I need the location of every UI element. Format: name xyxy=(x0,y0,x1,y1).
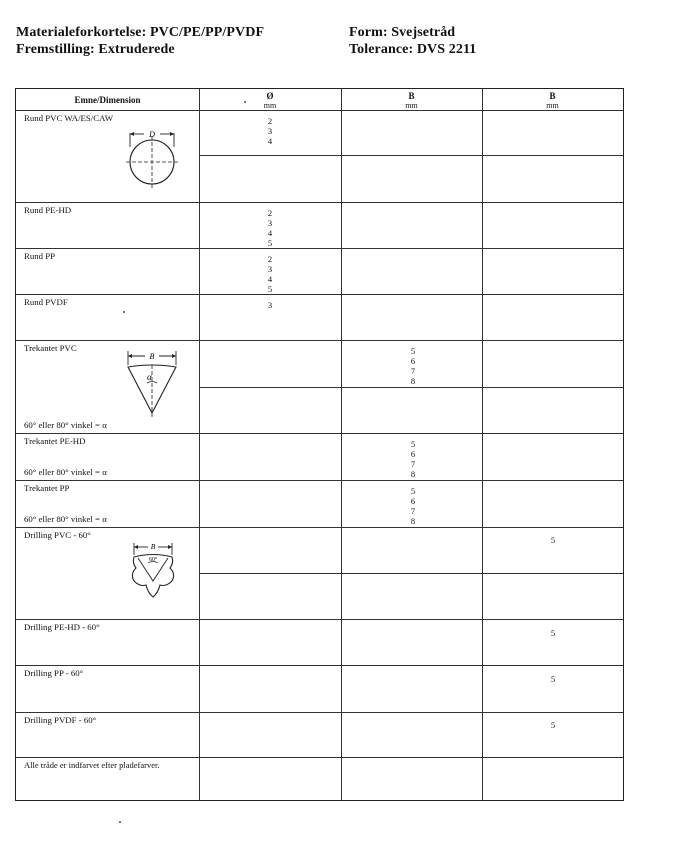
value-cell: 8 xyxy=(410,469,416,479)
width-symbol: B xyxy=(150,542,156,551)
row-label-rund-pvc: Rund PVC WA/ES/CAW xyxy=(24,113,114,123)
value-cell: 2 xyxy=(267,116,273,126)
value-cell: 5 xyxy=(550,674,556,684)
width-symbol: B xyxy=(149,352,155,361)
value-cell: 5 xyxy=(267,238,273,248)
column-header-b1 xyxy=(341,91,482,111)
column-header-label: Emne/Dimension xyxy=(74,95,141,105)
value-cell: 5 xyxy=(410,346,416,356)
column-header-b2 xyxy=(482,91,623,111)
row-note-angle: 60° eller 80° vinkel = α xyxy=(24,514,107,524)
value-cell: 6 xyxy=(410,356,416,366)
value-cell: 5 xyxy=(410,439,416,449)
value-list xyxy=(260,254,280,294)
form-heading: Form: Svejsetråd xyxy=(349,25,456,40)
value-cell: 3 xyxy=(267,126,273,136)
materials-heading: Materialeforkortelse: PVC/PE/PP/PVDF xyxy=(16,25,265,40)
column-header-emne xyxy=(16,95,199,105)
value-cell: 2 xyxy=(267,254,273,264)
row-separator xyxy=(16,712,623,713)
value-cell: 2 xyxy=(267,208,273,218)
value-list xyxy=(543,628,563,638)
row-separator xyxy=(16,340,623,341)
value-list xyxy=(543,720,563,730)
row-separator xyxy=(199,573,623,574)
triangle-profile-figure xyxy=(120,351,190,421)
row-separator xyxy=(199,155,623,156)
row-separator xyxy=(16,294,623,295)
value-cell: 8 xyxy=(410,516,416,526)
scan-speck xyxy=(119,821,121,823)
column-separator xyxy=(199,89,200,800)
row-separator xyxy=(16,480,623,481)
value-list xyxy=(403,439,423,479)
value-cell: 5 xyxy=(410,486,416,496)
value-cell: 5 xyxy=(550,628,556,638)
row-label-drilling-pvdf: Drilling PVDF - 60° xyxy=(24,715,97,725)
row-separator xyxy=(16,248,623,249)
value-cell: 5 xyxy=(550,535,556,545)
row-label-trekantet-pvc: Trekantet PVC xyxy=(24,343,77,353)
value-cell: 3 xyxy=(267,300,273,310)
row-label-rund-pp: Rund PP xyxy=(24,251,56,261)
value-list xyxy=(260,208,280,248)
scan-speck xyxy=(123,311,125,313)
row-label-rund-pvdf: Rund PVDF xyxy=(24,297,68,307)
value-cell: 8 xyxy=(410,376,416,386)
row-separator xyxy=(16,665,623,666)
column-header-unit: mm xyxy=(263,101,277,110)
column-header-label: B xyxy=(549,91,556,101)
value-list xyxy=(543,674,563,684)
value-list xyxy=(543,535,563,545)
scan-speck xyxy=(244,101,246,103)
value-list xyxy=(403,486,423,526)
row-label-trekantet-pp: Trekantet PP xyxy=(24,483,70,493)
column-header-unit: mm xyxy=(405,101,418,110)
dimension-table xyxy=(15,88,624,801)
row-label-trekantet-pe-hd: Trekantet PE-HD xyxy=(24,436,86,446)
angle-label: 60° xyxy=(149,557,158,563)
value-cell: 7 xyxy=(410,366,416,376)
value-cell: 4 xyxy=(267,136,273,146)
process-heading: Fremstilling: Extruderede xyxy=(16,42,175,57)
value-cell: 5 xyxy=(550,720,556,730)
column-header-label: Ø xyxy=(266,91,274,101)
column-header-label: B xyxy=(408,91,415,101)
value-cell: 4 xyxy=(267,274,273,284)
row-separator xyxy=(16,202,623,203)
row-label-drilling-pe-hd: Drilling PE-HD - 60° xyxy=(24,622,100,632)
footnote: Alle tråde er indfarvet efter pladefarver. xyxy=(24,760,160,770)
value-cell: 7 xyxy=(410,506,416,516)
row-separator xyxy=(16,110,623,111)
row-label-drilling-pvc: Drilling PVC - 60° xyxy=(24,530,91,540)
row-label-drilling-pp: Drilling PP - 60° xyxy=(24,668,84,678)
round-profile-figure xyxy=(124,125,184,195)
row-separator xyxy=(16,433,623,434)
value-cell: 5 xyxy=(267,284,273,294)
tolerance-heading: Tolerance: DVS 2211 xyxy=(349,42,477,57)
column-separator xyxy=(482,89,483,800)
value-list xyxy=(260,116,280,146)
value-list xyxy=(260,300,280,310)
angle-symbol: α xyxy=(147,372,152,382)
value-cell: 7 xyxy=(410,459,416,469)
value-list xyxy=(403,346,423,386)
row-label-rund-pe-hd: Rund PE-HD xyxy=(24,205,72,215)
row-separator xyxy=(16,527,623,528)
diameter-symbol: D xyxy=(149,130,155,139)
column-separator xyxy=(341,89,342,800)
value-cell: 4 xyxy=(267,228,273,238)
row-separator xyxy=(16,757,623,758)
row-note-angle: 60° eller 80° vinkel = α xyxy=(24,467,107,477)
row-note-angle: 60° eller 80° vinkel = α xyxy=(24,420,107,430)
value-cell: 3 xyxy=(267,264,273,274)
column-header-unit: mm xyxy=(546,101,559,110)
row-separator xyxy=(16,619,623,620)
value-cell: 6 xyxy=(410,496,416,506)
column-header-diameter xyxy=(199,91,341,111)
value-cell: 3 xyxy=(267,218,273,228)
triple-profile-figure xyxy=(128,541,188,611)
row-separator xyxy=(199,387,623,388)
value-cell: 6 xyxy=(410,449,416,459)
